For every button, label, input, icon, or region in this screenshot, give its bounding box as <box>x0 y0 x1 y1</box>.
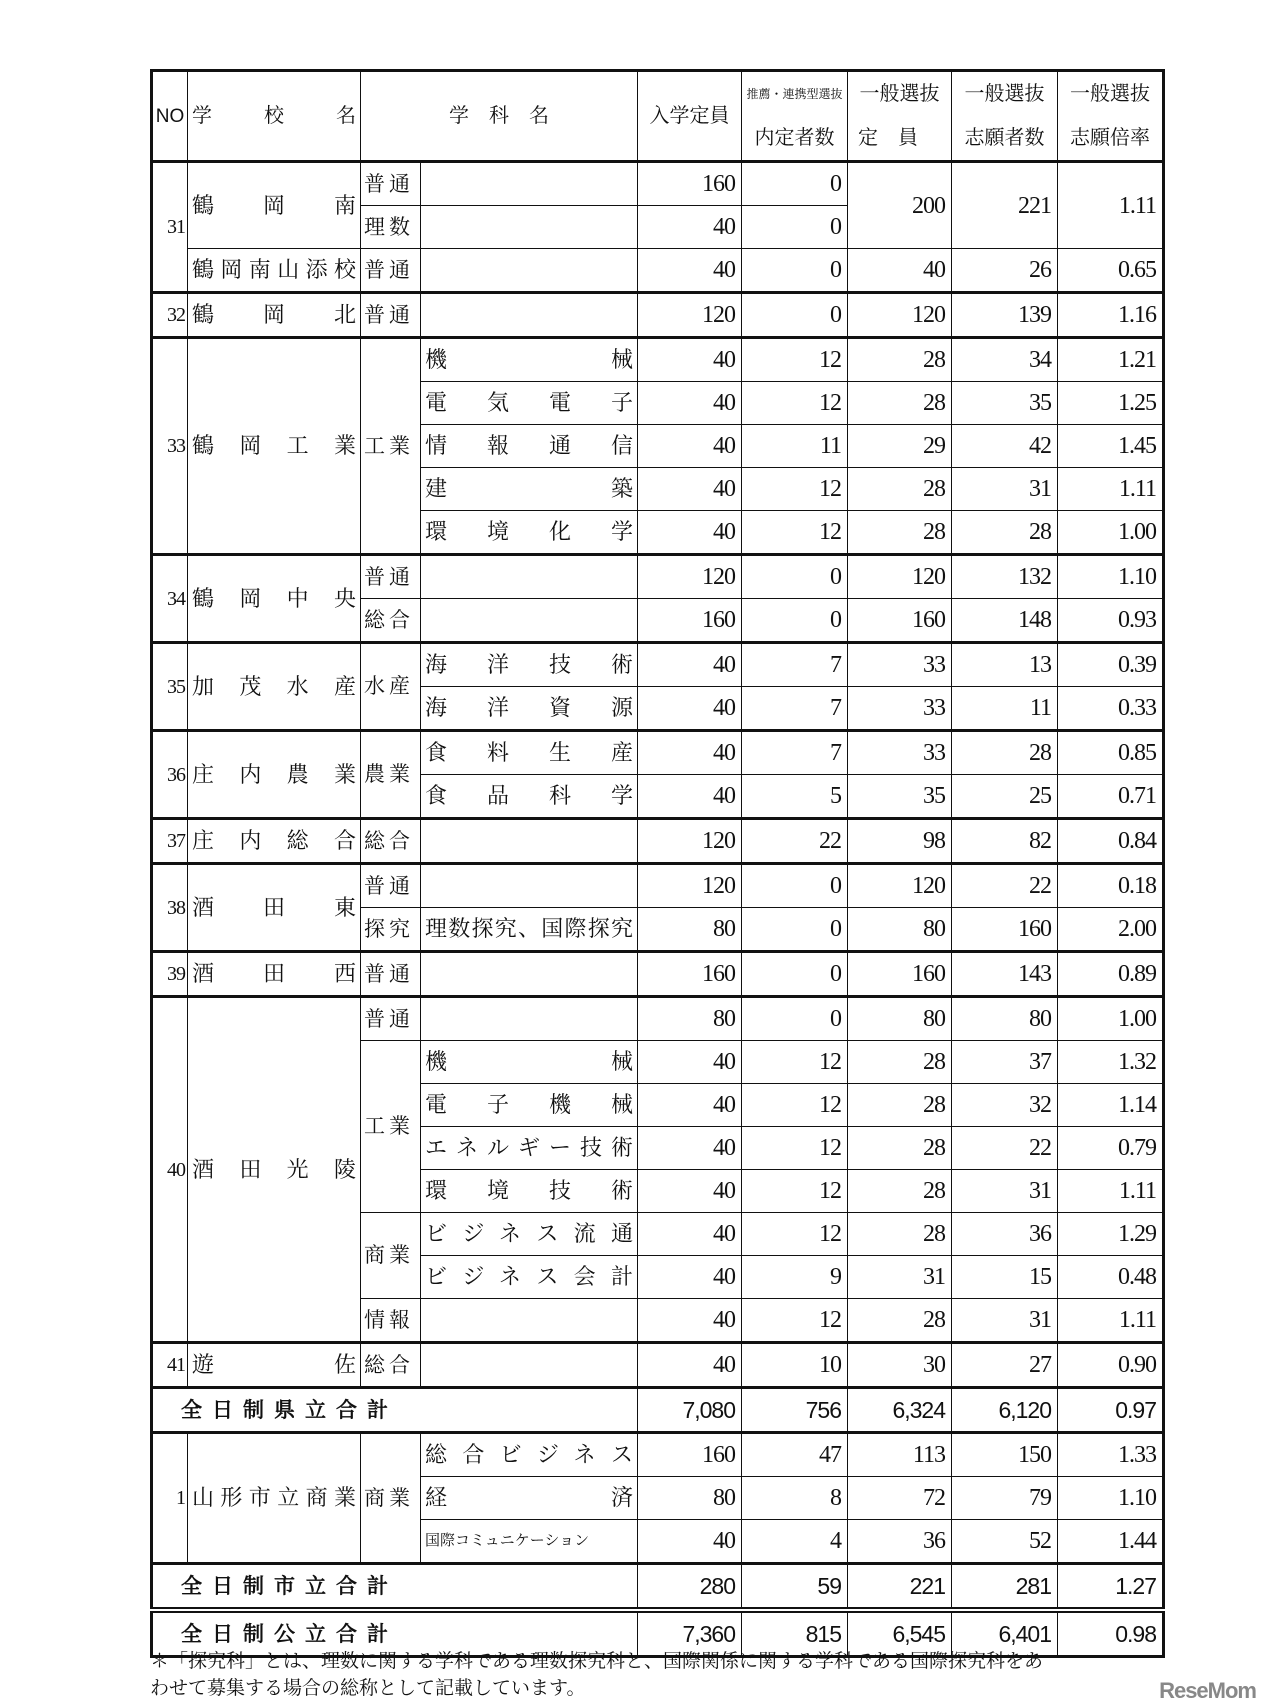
naitei-count: 0 <box>742 864 848 908</box>
ippan-ratio: 0.33 <box>1058 687 1164 731</box>
school-no: 38 <box>152 864 188 952</box>
course-category: 普通 <box>361 952 421 997</box>
ippan-shigan: 25 <box>952 775 1058 819</box>
ippan-ratio: 0.90 <box>1058 1343 1164 1388</box>
capacity: 40 <box>638 1213 742 1256</box>
naitei-count: 9 <box>742 1256 848 1299</box>
department-name: 食料生産 <box>421 731 638 775</box>
ippan-ratio: 1.00 <box>1058 997 1164 1041</box>
ippan-ratio: 0.71 <box>1058 775 1164 819</box>
naitei-count: 0 <box>742 162 848 206</box>
school-no: 32 <box>152 293 188 338</box>
total-teiin: 6,324 <box>848 1388 952 1433</box>
capacity: 40 <box>638 775 742 819</box>
capacity: 40 <box>638 249 742 293</box>
course-category: 総合 <box>361 1343 421 1388</box>
naitei-count: 7 <box>742 643 848 687</box>
ippan-shigan: 22 <box>952 864 1058 908</box>
ippan-ratio: 1.16 <box>1058 293 1164 338</box>
department-name: 経済 <box>421 1477 638 1520</box>
ippan-shigan: 32 <box>952 1084 1058 1127</box>
ippan-teiin: 28 <box>848 511 952 555</box>
ippan-ratio: 0.89 <box>1058 952 1164 997</box>
table-row <box>152 952 1164 997</box>
ippan-teiin: 200 <box>848 162 952 249</box>
header-no: NO <box>152 71 188 162</box>
table-row <box>152 293 1164 338</box>
ippan-ratio: 0.39 <box>1058 643 1164 687</box>
department-name: 海洋技術 <box>421 643 638 687</box>
table-row <box>152 1343 1164 1388</box>
capacity: 40 <box>638 1170 742 1213</box>
naitei-count: 11 <box>742 425 848 468</box>
naitei-count: 0 <box>742 206 848 249</box>
naitei-count: 47 <box>742 1433 848 1477</box>
table-row <box>152 819 1164 864</box>
capacity: 40 <box>638 425 742 468</box>
course-category: 普通 <box>361 293 421 338</box>
ippan-teiin: 160 <box>848 952 952 997</box>
school-no: 1 <box>152 1433 188 1564</box>
ippan-teiin: 28 <box>848 1084 952 1127</box>
ippan-ratio: 0.85 <box>1058 731 1164 775</box>
total-row <box>152 1388 1164 1433</box>
naitei-count: 7 <box>742 731 848 775</box>
ippan-ratio: 0.48 <box>1058 1256 1164 1299</box>
course-category: 水産 <box>361 643 421 731</box>
ippan-shigan: 31 <box>952 1299 1058 1343</box>
department-name <box>421 599 638 643</box>
school-name: 酒田東 <box>188 864 361 952</box>
total-shigan: 6,401 <box>952 1610 1058 1657</box>
course-category: 工業 <box>361 1041 421 1213</box>
header-suisen-top: 推薦・連携型選抜 <box>742 71 848 117</box>
table-row <box>152 555 1164 599</box>
department-name: 環境化学 <box>421 511 638 555</box>
naitei-count: 0 <box>742 952 848 997</box>
ippan-ratio: 1.10 <box>1058 555 1164 599</box>
ippan-teiin: 33 <box>848 731 952 775</box>
capacity: 40 <box>638 1520 742 1564</box>
naitei-count: 12 <box>742 1127 848 1170</box>
ippan-teiin: 160 <box>848 599 952 643</box>
course-category: 総合 <box>361 819 421 864</box>
ippan-ratio: 1.10 <box>1058 1477 1164 1520</box>
capacity: 80 <box>638 997 742 1041</box>
table-header <box>152 71 1164 162</box>
naitei-count: 0 <box>742 599 848 643</box>
header-dept: 学 科 名 <box>361 71 638 162</box>
school-name: 遊佐 <box>188 1343 361 1388</box>
ippan-teiin: 35 <box>848 775 952 819</box>
department-name: 建築 <box>421 468 638 511</box>
course-category: 商業 <box>361 1433 421 1564</box>
naitei-count: 5 <box>742 775 848 819</box>
department-name <box>421 1299 638 1343</box>
school-name: 鶴岡南 <box>188 162 361 249</box>
ippan-ratio: 1.11 <box>1058 1299 1164 1343</box>
total-ratio: 0.98 <box>1058 1610 1164 1657</box>
capacity: 120 <box>638 819 742 864</box>
capacity: 40 <box>638 338 742 382</box>
capacity: 40 <box>638 1127 742 1170</box>
course-category: 普通 <box>361 555 421 599</box>
total-cap: 7,360 <box>638 1610 742 1657</box>
ippan-ratio: 1.11 <box>1058 162 1164 249</box>
school-name: 庄内農業 <box>188 731 361 819</box>
ippan-shigan: 31 <box>952 468 1058 511</box>
total-nai: 59 <box>742 1564 848 1611</box>
total-shigan: 6,120 <box>952 1388 1058 1433</box>
ippan-shigan: 36 <box>952 1213 1058 1256</box>
school-no: 39 <box>152 952 188 997</box>
header-teiin: 定 員 <box>848 116 952 162</box>
total-cap: 280 <box>638 1564 742 1611</box>
school-name: 鶴岡南山添校 <box>188 249 361 293</box>
ippan-teiin: 28 <box>848 1299 952 1343</box>
ippan-teiin: 28 <box>848 468 952 511</box>
header-ratio: 志願倍率 <box>1058 116 1164 162</box>
ippan-ratio: 1.45 <box>1058 425 1164 468</box>
ippan-ratio: 1.29 <box>1058 1213 1164 1256</box>
department-name: 機械 <box>421 1041 638 1084</box>
ippan-teiin: 80 <box>848 908 952 952</box>
ippan-teiin: 28 <box>848 1213 952 1256</box>
table-row <box>152 997 1164 1041</box>
capacity: 40 <box>638 1343 742 1388</box>
naitei-count: 10 <box>742 1343 848 1388</box>
course-category: 普通 <box>361 864 421 908</box>
school-name: 酒田光陵 <box>188 997 361 1343</box>
capacity: 40 <box>638 687 742 731</box>
total-label: 全日制公立合計 <box>152 1610 638 1657</box>
total-cap: 7,080 <box>638 1388 742 1433</box>
table-row <box>152 731 1164 775</box>
ippan-teiin: 28 <box>848 1170 952 1213</box>
table-row <box>152 338 1164 382</box>
capacity: 40 <box>638 468 742 511</box>
ippan-teiin: 120 <box>848 864 952 908</box>
ippan-shigan: 35 <box>952 382 1058 425</box>
ippan-shigan: 148 <box>952 599 1058 643</box>
ippan-ratio: 1.25 <box>1058 382 1164 425</box>
ippan-ratio: 0.18 <box>1058 864 1164 908</box>
naitei-count: 12 <box>742 1213 848 1256</box>
ippan-ratio: 1.44 <box>1058 1520 1164 1564</box>
ippan-ratio: 0.93 <box>1058 599 1164 643</box>
ippan-shigan: 79 <box>952 1477 1058 1520</box>
capacity: 40 <box>638 511 742 555</box>
capacity: 40 <box>638 1256 742 1299</box>
capacity: 160 <box>638 162 742 206</box>
naitei-count: 22 <box>742 819 848 864</box>
ippan-teiin: 29 <box>848 425 952 468</box>
ippan-shigan: 221 <box>952 162 1058 249</box>
school-no: 41 <box>152 1343 188 1388</box>
total-row <box>152 1564 1164 1611</box>
naitei-count: 8 <box>742 1477 848 1520</box>
capacity: 80 <box>638 1477 742 1520</box>
ippan-ratio: 0.65 <box>1058 249 1164 293</box>
admission-table <box>150 69 1165 1658</box>
ippan-teiin: 72 <box>848 1477 952 1520</box>
department-name: 海洋資源 <box>421 687 638 731</box>
department-name: 情報通信 <box>421 425 638 468</box>
school-name: 山形市立商業 <box>188 1433 361 1564</box>
ippan-shigan: 37 <box>952 1041 1058 1084</box>
ippan-shigan: 82 <box>952 819 1058 864</box>
header-school: 学 校 名 <box>188 71 361 162</box>
naitei-count: 0 <box>742 908 848 952</box>
department-name: 電子機械 <box>421 1084 638 1127</box>
course-category: 普通 <box>361 249 421 293</box>
naitei-count: 0 <box>742 293 848 338</box>
school-name: 鶴岡北 <box>188 293 361 338</box>
school-no: 36 <box>152 731 188 819</box>
school-name: 酒田西 <box>188 952 361 997</box>
total-ratio: 0.97 <box>1058 1388 1164 1433</box>
ippan-shigan: 26 <box>952 249 1058 293</box>
total-nai: 815 <box>742 1610 848 1657</box>
course-category: 探究 <box>361 908 421 952</box>
header-ippan-ratio-top: 一般選抜 <box>1058 71 1164 117</box>
naitei-count: 12 <box>742 511 848 555</box>
ippan-shigan: 15 <box>952 1256 1058 1299</box>
course-category: 普通 <box>361 162 421 206</box>
ippan-ratio: 1.11 <box>1058 1170 1164 1213</box>
course-category: 情報 <box>361 1299 421 1343</box>
total-shigan: 281 <box>952 1564 1058 1611</box>
department-name <box>421 293 638 338</box>
department-name: ビジネス会計 <box>421 1256 638 1299</box>
ippan-shigan: 13 <box>952 643 1058 687</box>
department-name <box>421 162 638 206</box>
ippan-teiin: 98 <box>848 819 952 864</box>
ippan-ratio: 1.33 <box>1058 1433 1164 1477</box>
department-name: 機械 <box>421 338 638 382</box>
footnote-line-1: ＊「探究科」とは、理数に関する学科である理数探究科と、国際関係に関する学科である国際探究科をあ <box>150 1650 1044 1672</box>
table-row <box>152 1433 1164 1477</box>
capacity: 120 <box>638 864 742 908</box>
school-name: 加茂水産 <box>188 643 361 731</box>
footnote <box>150 1648 1160 1702</box>
capacity: 40 <box>638 1299 742 1343</box>
ippan-teiin: 36 <box>848 1520 952 1564</box>
header-capacity: 入学定員 <box>638 71 742 162</box>
department-name: 食品科学 <box>421 775 638 819</box>
course-category: 商業 <box>361 1213 421 1299</box>
total-label: 全日制県立合計 <box>152 1388 638 1433</box>
department-name <box>421 952 638 997</box>
ippan-shigan: 139 <box>952 293 1058 338</box>
capacity: 40 <box>638 206 742 249</box>
ippan-teiin: 28 <box>848 1127 952 1170</box>
capacity: 80 <box>638 908 742 952</box>
ippan-shigan: 160 <box>952 908 1058 952</box>
school-name: 鶴岡工業 <box>188 338 361 555</box>
ippan-ratio: 1.14 <box>1058 1084 1164 1127</box>
school-no: 34 <box>152 555 188 643</box>
school-no: 31 <box>152 162 188 293</box>
ippan-teiin: 113 <box>848 1433 952 1477</box>
ippan-shigan: 22 <box>952 1127 1058 1170</box>
naitei-count: 12 <box>742 468 848 511</box>
capacity: 120 <box>638 293 742 338</box>
naitei-count: 0 <box>742 249 848 293</box>
ippan-ratio: 0.84 <box>1058 819 1164 864</box>
school-no: 40 <box>152 997 188 1343</box>
ippan-teiin: 33 <box>848 687 952 731</box>
naitei-count: 0 <box>742 555 848 599</box>
capacity: 40 <box>638 1084 742 1127</box>
total-nai: 756 <box>742 1388 848 1433</box>
naitei-count: 12 <box>742 382 848 425</box>
total-label: 全日制市立合計 <box>152 1564 638 1611</box>
capacity: 40 <box>638 643 742 687</box>
ippan-teiin: 31 <box>848 1256 952 1299</box>
ippan-teiin: 28 <box>848 382 952 425</box>
naitei-count: 12 <box>742 1170 848 1213</box>
total-teiin: 221 <box>848 1564 952 1611</box>
total-ratio: 1.27 <box>1058 1564 1164 1611</box>
ippan-ratio: 1.32 <box>1058 1041 1164 1084</box>
ippan-shigan: 150 <box>952 1433 1058 1477</box>
capacity: 160 <box>638 599 742 643</box>
ippan-shigan: 28 <box>952 731 1058 775</box>
table-row <box>152 249 1164 293</box>
ippan-shigan: 31 <box>952 1170 1058 1213</box>
ippan-shigan: 80 <box>952 997 1058 1041</box>
naitei-count: 0 <box>742 997 848 1041</box>
school-name: 庄内総合 <box>188 819 361 864</box>
department-name <box>421 555 638 599</box>
naitei-count: 12 <box>742 1299 848 1343</box>
naitei-count: 12 <box>742 1041 848 1084</box>
course-category: 工業 <box>361 338 421 555</box>
capacity: 120 <box>638 555 742 599</box>
ippan-shigan: 34 <box>952 338 1058 382</box>
naitei-count: 12 <box>742 1084 848 1127</box>
ippan-teiin: 120 <box>848 555 952 599</box>
department-name: 国際コミュニケーション <box>421 1520 638 1564</box>
school-no: 37 <box>152 819 188 864</box>
header-naitei: 内定者数 <box>742 116 848 162</box>
ippan-ratio: 1.00 <box>1058 511 1164 555</box>
naitei-count: 12 <box>742 338 848 382</box>
ippan-shigan: 28 <box>952 511 1058 555</box>
ippan-ratio: 2.00 <box>1058 908 1164 952</box>
department-name <box>421 249 638 293</box>
school-no: 33 <box>152 338 188 555</box>
ippan-shigan: 143 <box>952 952 1058 997</box>
department-name: エネルギー技術 <box>421 1127 638 1170</box>
capacity: 40 <box>638 731 742 775</box>
ippan-teiin: 28 <box>848 1041 952 1084</box>
capacity: 160 <box>638 952 742 997</box>
course-category: 普通 <box>361 997 421 1041</box>
table-body <box>152 162 1164 1657</box>
department-name: 理数探究、国際探究 <box>421 908 638 952</box>
ippan-teiin: 28 <box>848 338 952 382</box>
course-category: 農業 <box>361 731 421 819</box>
capacity: 40 <box>638 382 742 425</box>
ippan-shigan: 132 <box>952 555 1058 599</box>
resemom-logo: ReseMom <box>1159 1678 1256 1703</box>
ippan-teiin: 40 <box>848 249 952 293</box>
naitei-count: 7 <box>742 687 848 731</box>
department-name <box>421 864 638 908</box>
department-name: ビジネス流通 <box>421 1213 638 1256</box>
ippan-shigan: 42 <box>952 425 1058 468</box>
ippan-shigan: 27 <box>952 1343 1058 1388</box>
ippan-shigan: 52 <box>952 1520 1058 1564</box>
capacity: 40 <box>638 1041 742 1084</box>
department-name: 電気電子 <box>421 382 638 425</box>
department-name: 環境技術 <box>421 1170 638 1213</box>
header-ippan-teiin-top: 一般選抜 <box>848 71 952 117</box>
course-category: 理数 <box>361 206 421 249</box>
ippan-teiin: 33 <box>848 643 952 687</box>
department-name: 総合ビジネス <box>421 1433 638 1477</box>
ippan-teiin: 30 <box>848 1343 952 1388</box>
school-no: 35 <box>152 643 188 731</box>
header-shigan: 志願者数 <box>952 116 1058 162</box>
header-ippan-shigan-top: 一般選抜 <box>952 71 1058 117</box>
school-name: 鶴岡中央 <box>188 555 361 643</box>
course-category: 総合 <box>361 599 421 643</box>
department-name <box>421 206 638 249</box>
footnote-line-2: わせて募集する場合の総称として記載しています。 <box>150 1677 586 1699</box>
department-name <box>421 997 638 1041</box>
ippan-ratio: 0.79 <box>1058 1127 1164 1170</box>
ippan-teiin: 80 <box>848 997 952 1041</box>
table-row <box>152 643 1164 687</box>
ippan-ratio: 1.21 <box>1058 338 1164 382</box>
capacity: 160 <box>638 1433 742 1477</box>
total-teiin: 6,545 <box>848 1610 952 1657</box>
department-name <box>421 819 638 864</box>
ippan-shigan: 11 <box>952 687 1058 731</box>
department-name <box>421 1343 638 1388</box>
table-row <box>152 864 1164 908</box>
ippan-ratio: 1.11 <box>1058 468 1164 511</box>
ippan-teiin: 120 <box>848 293 952 338</box>
naitei-count: 4 <box>742 1520 848 1564</box>
table-row <box>152 162 1164 206</box>
